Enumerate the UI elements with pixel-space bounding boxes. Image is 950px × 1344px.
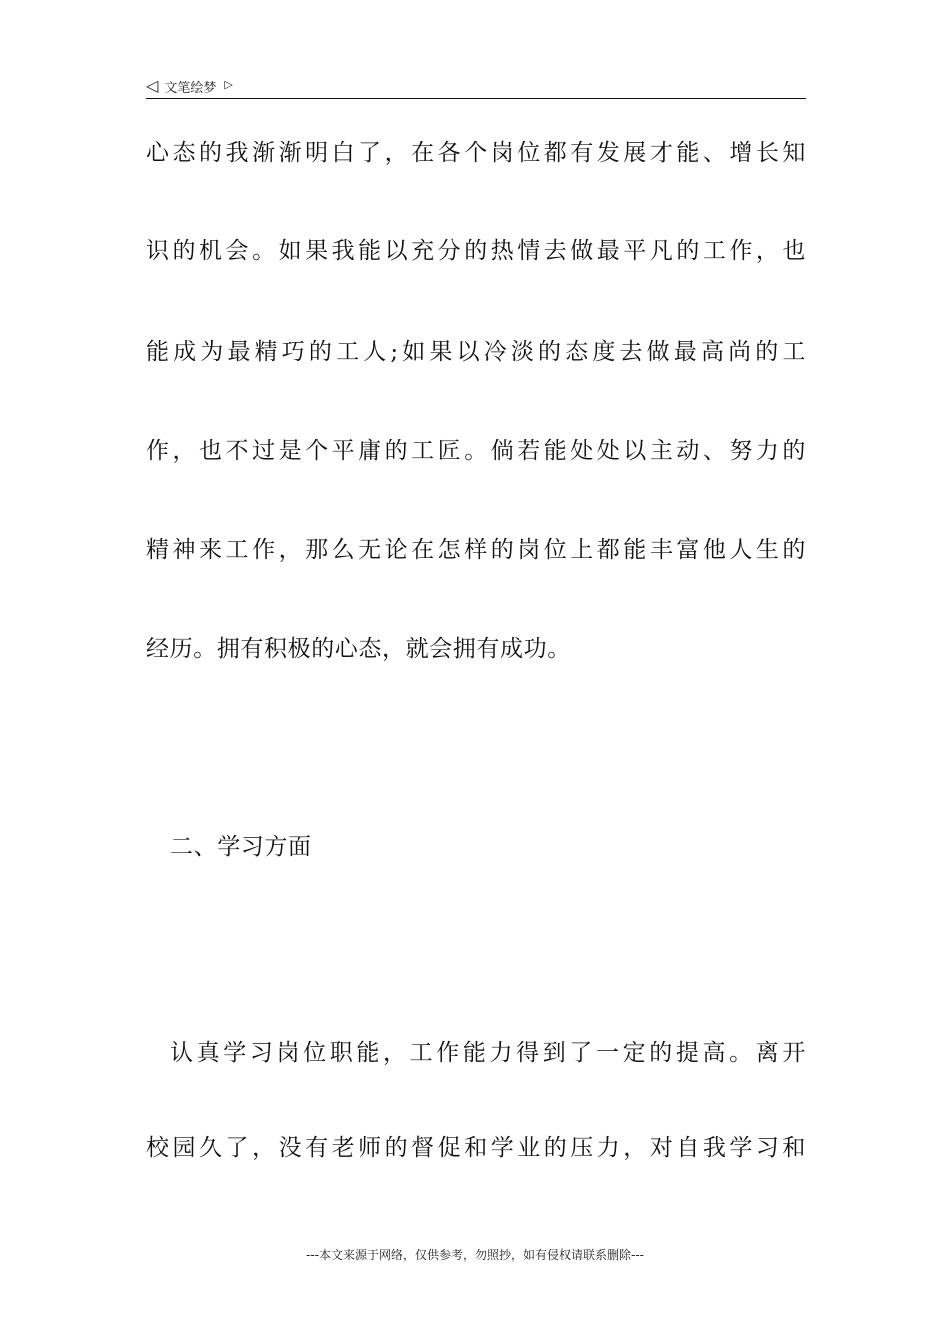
body-line-2: 识的机会。如果我能以充分的热情去做最平凡的工作，也 bbox=[146, 238, 806, 264]
body-line-3: 能成为最精巧的工人;如果以冷淡的态度去做最高尚的工 bbox=[146, 339, 806, 365]
body-line-6: 经历。拥有积极的心态，就会拥有成功。 bbox=[146, 636, 571, 662]
paragraph2-line-1: 认真学习岗位职能，工作能力得到了一定的提高。离开 bbox=[170, 1040, 806, 1066]
page-header bbox=[146, 74, 806, 98]
header-title: 文笔绘梦 bbox=[164, 80, 217, 96]
body-line-1: 心态的我渐渐明白了，在各个岗位都有发展才能、增长知 bbox=[146, 140, 806, 166]
right-triangle-icon: ▷ bbox=[224, 77, 233, 91]
body-line-4: 作，也不过是个平庸的工匠。倘若能处处以主动、努力的 bbox=[146, 438, 806, 464]
body-line-5: 精神来工作，那么无论在怎样的岗位上都能丰富他人生的 bbox=[146, 537, 806, 563]
footer-notice: ---本文来源于网络，仅供参考，勿照抄，如有侵权请联系删除--- bbox=[306, 1248, 644, 1262]
section-heading: 二、学习方面 bbox=[170, 834, 312, 860]
header-divider bbox=[146, 98, 806, 99]
left-triangle-icon: ◁ bbox=[146, 76, 159, 95]
paragraph2-line-2: 校园久了，没有老师的督促和学业的压力，对自我学习和 bbox=[146, 1135, 806, 1161]
